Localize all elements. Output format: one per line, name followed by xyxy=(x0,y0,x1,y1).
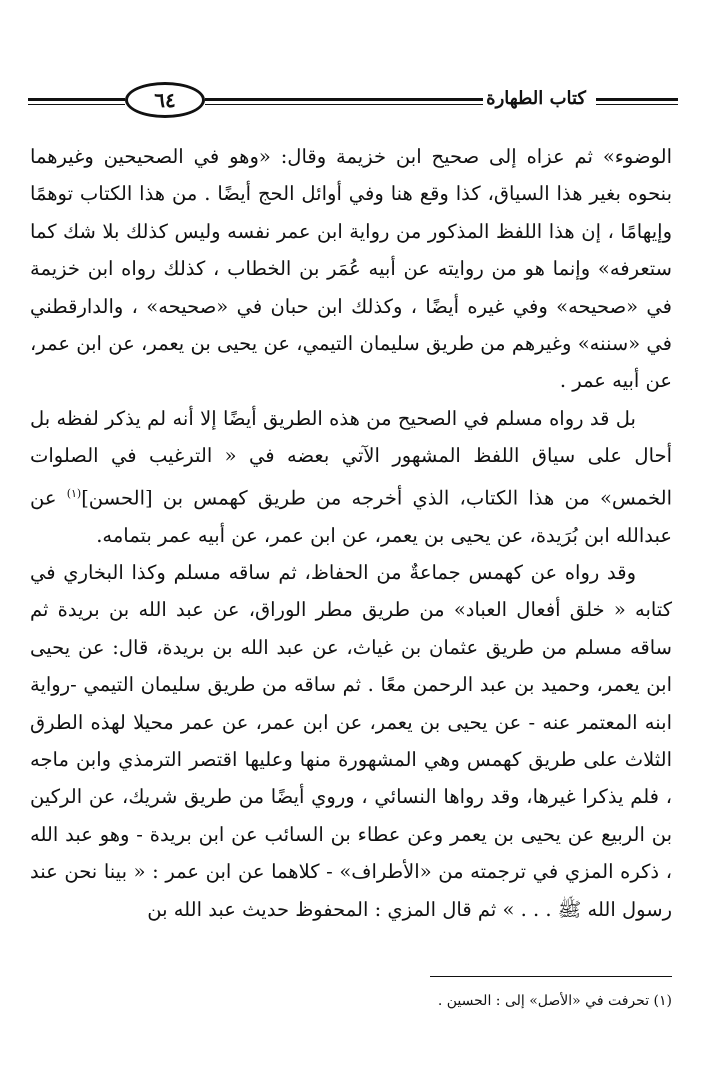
header-rule-left-thin xyxy=(28,104,125,105)
paragraph-2 xyxy=(30,400,672,554)
header-rule-middle xyxy=(205,98,483,101)
footnote: (١) تحرفت في «الأصل» إلى : الحسين . xyxy=(437,993,672,1009)
header-rule-left xyxy=(28,98,125,101)
paragraph-1: الوضوء» ثم عزاه إلى صحيح ابن خزيمة وقال: «وهو في الصحيحين وغيرهما بنحوه بغير هذا السياق، كذا وقع هنا وفي أوائل الحج أيضًا . من هذا الكتاب توهمًا وإيهامًا ، إن هذا اللفظ المذكور من رواية ابن عمر نفسه وليس كذلك بلا شك كما ستعرفه» وإنما هو من روايته عن أبيه عُمَر بن الخطاب ، كذلك رواه ابن خزيمة في «صحيحه» وفي غيره أيضًا ، وكذلك ابن حبان في «صحيحه» ، والدارقطني في «سننه» وغيرهم من طريق سليمان التيمي، عن يحيى بن يعمر، عن ابن عمر، عن أبيه عمر . xyxy=(30,145,672,393)
footnote-divider xyxy=(430,976,672,977)
header-rule-middle-thin xyxy=(205,104,483,105)
footnote-marker: (١) xyxy=(66,486,82,500)
paragraph-2-continuation: عن عبدالله ابن بُرَيدة، عن يحيى بن يعمر، عن ابن عمر، عن أبيه عمر بتمامه. xyxy=(30,486,672,547)
paragraph-3: وقد رواه عن كهمس جماعةٌ من الحفاظ، ثم ساقه مسلم وكذا البخاري في كتابه « خلق أفعال العباد» من طريق مطر الوراق، عن عبد الله بن بريدة ثم ساقه مسلم من طريق عثمان بن غياث، عن عبد الله بن بريدة، قال: عن يحيى ابن يعمر، وحميد بن عبد الرحمن معًا . ثم ساقه من طريق سليمان التيمي -رواية ابنه المعتمر عنه - عن يحيى بن يعمر، عن ابن عمر، عن عمر محيلا لهذه الطرق الثلاث على طريق كهمس وهي المشهورة منها وعليها اقتصر الترمذي وابن ماجه ، فلم يذكرا غيرها، وقد رواها النسائي ، وروي أيضًا من طريق شريك، عن الركين بن الربيع عن يحيى بن يعمر وعن عطاء بن السائب عن ابن بريدة - وهو عبد الله ، ذكره المزي في ترجمته من «الأطراف» - كلاهما عن ابن عمر : « بينا نحن عند رسول الله ﷺ . . . » ثم قال المزي : المحفوظ حديث عبد الله بن xyxy=(30,560,672,921)
header-rule-right-thin xyxy=(596,104,678,105)
paragraph-2-text: بل قد رواه مسلم في الصحيح من هذه الطريق أيضًا إلا أنه لم يذكر لفظه بل أحال على سياق اللفظ المشهور الآتي بعضه في « الترغيب في الصلوات الخمس» من هذا الكتاب، الذي أخرجه من طريق كهمس بن [الحسن] xyxy=(30,406,672,510)
header-rule-right xyxy=(596,98,678,101)
main-text xyxy=(30,138,672,928)
page-number: ٦٤ xyxy=(125,82,205,118)
page-header xyxy=(28,80,678,124)
chapter-title: كتاب الطهارة xyxy=(486,88,586,109)
